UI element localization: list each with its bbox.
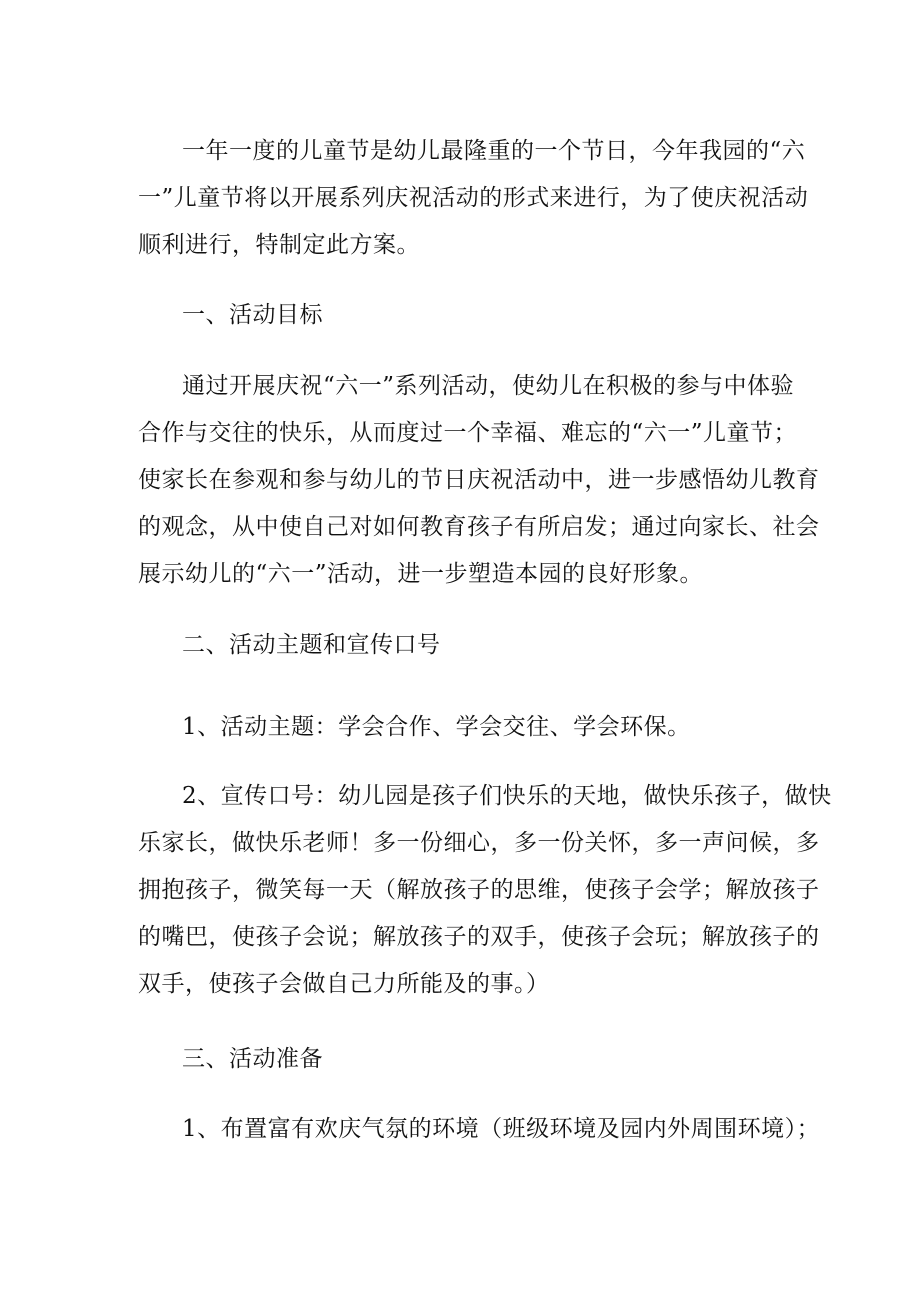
section1-line-4: 的观念，从中使自己对如何教育孩子有所启发；通过向家长、社会 xyxy=(138,514,820,540)
section2-item-2-line-5: 双手，使孩子会做自己力所能及的事。） xyxy=(138,971,550,997)
section1-line-2: 合作与交往的快乐，从而度过一个幸福、难忘的“六一”儿童节； xyxy=(138,420,798,446)
section2-item-1: 1、活动主题：学会合作、学会交往、学会环保。 xyxy=(182,714,691,740)
section2-item-2-line-4: 的嘴巴，使孩子会说；解放孩子的双手，使孩子会玩；解放孩子的 xyxy=(138,924,820,950)
intro-line-3: 顺利进行，特制定此方案。 xyxy=(138,232,420,258)
section2-item-2-line-1: 2、宣传口号：幼儿园是孩子们快乐的天地，做快乐孩子，做快 xyxy=(182,783,832,809)
section1-heading: 一、活动目标 xyxy=(182,302,323,328)
section1-line-3: 使家长在参观和参与幼儿的节日庆祝活动中，进一步感悟幼儿教育 xyxy=(138,467,820,493)
section1-line-1: 通过开展庆祝“六一”系列活动，使幼儿在积极的参与中体验 xyxy=(182,373,795,399)
section2-item-2-line-2: 乐家长，做快乐老师！多一份细心，多一份关怀，多一声问候，多 xyxy=(138,830,820,856)
section2-heading: 二、活动主题和宣传口号 xyxy=(182,632,441,658)
section3-item-1: 1、布置富有欢庆气氛的环境（班级环境及园内外周围环境）； xyxy=(182,1116,821,1142)
section2-item-2-line-3: 拥抱孩子，微笑每一天（解放孩子的思维，使孩子会学；解放孩子 xyxy=(138,877,820,903)
section3-heading: 三、活动准备 xyxy=(182,1046,323,1072)
intro-line-1: 一年一度的儿童节是幼儿最隆重的一个节日，今年我园的“六 xyxy=(182,138,806,164)
intro-line-2: 一”儿童节将以开展系列庆祝活动的形式来进行，为了使庆祝活动 xyxy=(138,185,809,211)
section1-line-5: 展示幼儿的“六一”活动，进一步塑造本园的良好形象。 xyxy=(138,561,704,587)
